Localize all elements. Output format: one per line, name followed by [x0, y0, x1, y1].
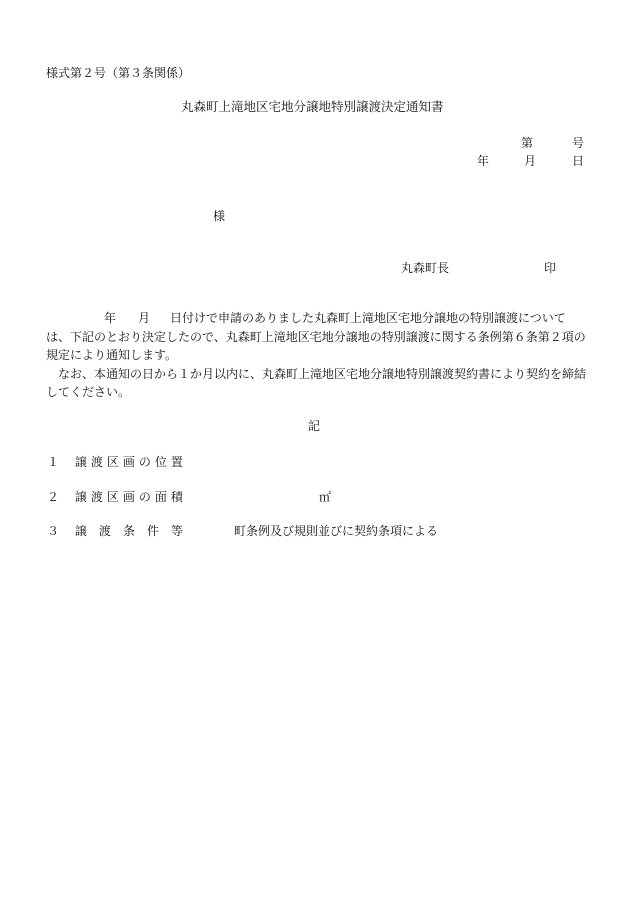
item-value: 町条例及び規則並びに契約条項による	[234, 524, 439, 538]
issuer-name: 丸森町長	[401, 261, 450, 275]
addressee-suffix: 様	[213, 209, 226, 223]
date-year: 年	[477, 154, 490, 168]
item-label: 譲渡区画の面積	[74, 490, 187, 504]
item-number: ３	[47, 524, 60, 538]
item-number: １	[47, 455, 60, 469]
item-location	[47, 453, 187, 471]
item-number: ２	[47, 490, 60, 504]
date-month: 月	[524, 154, 537, 168]
item-area	[47, 488, 332, 506]
item-conditions	[47, 522, 439, 540]
seal-mark: 印	[544, 261, 557, 275]
item-label: 譲渡区画の位置	[74, 455, 187, 469]
form-label: 様式第２号（第３条関係）	[46, 66, 191, 80]
date-day: 日	[572, 154, 585, 168]
body-main-text: 日付けで申請のありました丸森町上滝地区宅地分譲地の特別譲渡については、下記のとおり決定したので、丸森町上滝地区宅地分譲地の特別譲渡に関する条例第６条第２項の規定により通知します。	[46, 311, 586, 362]
area-unit: ㎡	[319, 490, 332, 504]
document-title: 丸森町上滝地区宅地分譲地特別譲渡決定通知書	[181, 99, 444, 114]
item-label: 譲渡条件等	[74, 524, 195, 538]
body-paragraph-1	[46, 309, 586, 365]
document-number-go: 号	[572, 136, 585, 150]
body-paragraph-2: なお、本通知の日から１か月以内に、丸森町上滝地区宅地分譲地特別譲渡契約書により契約を締結してください。	[46, 366, 587, 399]
body-text	[46, 309, 586, 402]
body-month: 月	[138, 311, 151, 325]
document-number-dai: 第	[521, 136, 534, 150]
body-year: 年	[104, 311, 117, 325]
ki-heading: 記	[308, 419, 321, 433]
